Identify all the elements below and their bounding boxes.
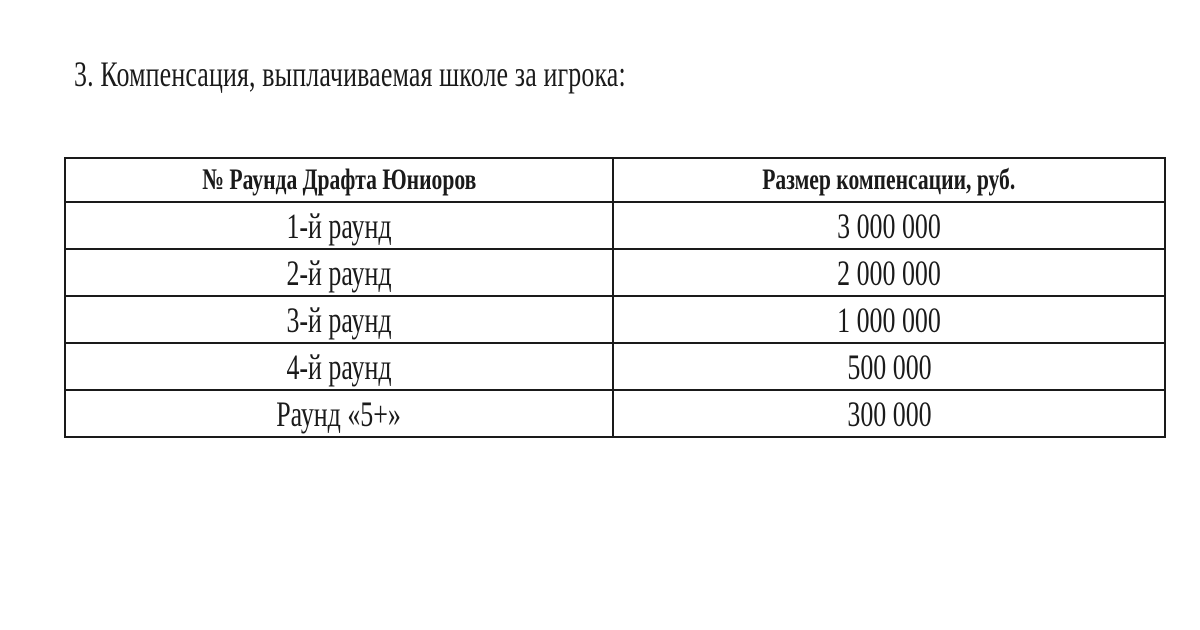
header-draft-round	[65, 158, 613, 202]
amount-cell	[613, 202, 1165, 249]
round-cell	[65, 249, 613, 296]
round-label: 1-й раунд	[286, 205, 392, 246]
amount-cell	[613, 249, 1165, 296]
amount-value: 500 000	[846, 346, 932, 387]
table-row	[65, 343, 1165, 390]
table-row	[65, 249, 1165, 296]
table-row	[65, 296, 1165, 343]
amount-value: 300 000	[846, 393, 932, 434]
header-draft-round-label: № Раунда Драфта Юниоров	[201, 163, 477, 196]
round-label: 2-й раунд	[286, 252, 392, 293]
round-label: 4-й раунд	[286, 346, 392, 387]
round-cell	[65, 343, 613, 390]
table-row	[65, 390, 1165, 437]
round-cell	[65, 296, 613, 343]
round-cell	[65, 390, 613, 437]
amount-value: 3 000 000	[837, 205, 941, 246]
amount-value: 1 000 000	[837, 299, 941, 340]
header-compensation-amount	[613, 158, 1165, 202]
table-header-row	[65, 158, 1165, 202]
round-label: Раунд «5+»	[276, 393, 402, 434]
amount-cell	[613, 390, 1165, 437]
amount-value: 2 000 000	[837, 252, 941, 293]
round-label: 3-й раунд	[286, 299, 392, 340]
table-row	[65, 202, 1165, 249]
amount-cell	[613, 343, 1165, 390]
round-cell	[65, 202, 613, 249]
amount-cell	[613, 296, 1165, 343]
compensation-table	[64, 157, 1166, 438]
section-heading: 3. Компенсация, выплачиваемая школе за игрока:	[74, 54, 626, 94]
header-compensation-amount-label: Размер компенсации, руб.	[762, 163, 1016, 196]
